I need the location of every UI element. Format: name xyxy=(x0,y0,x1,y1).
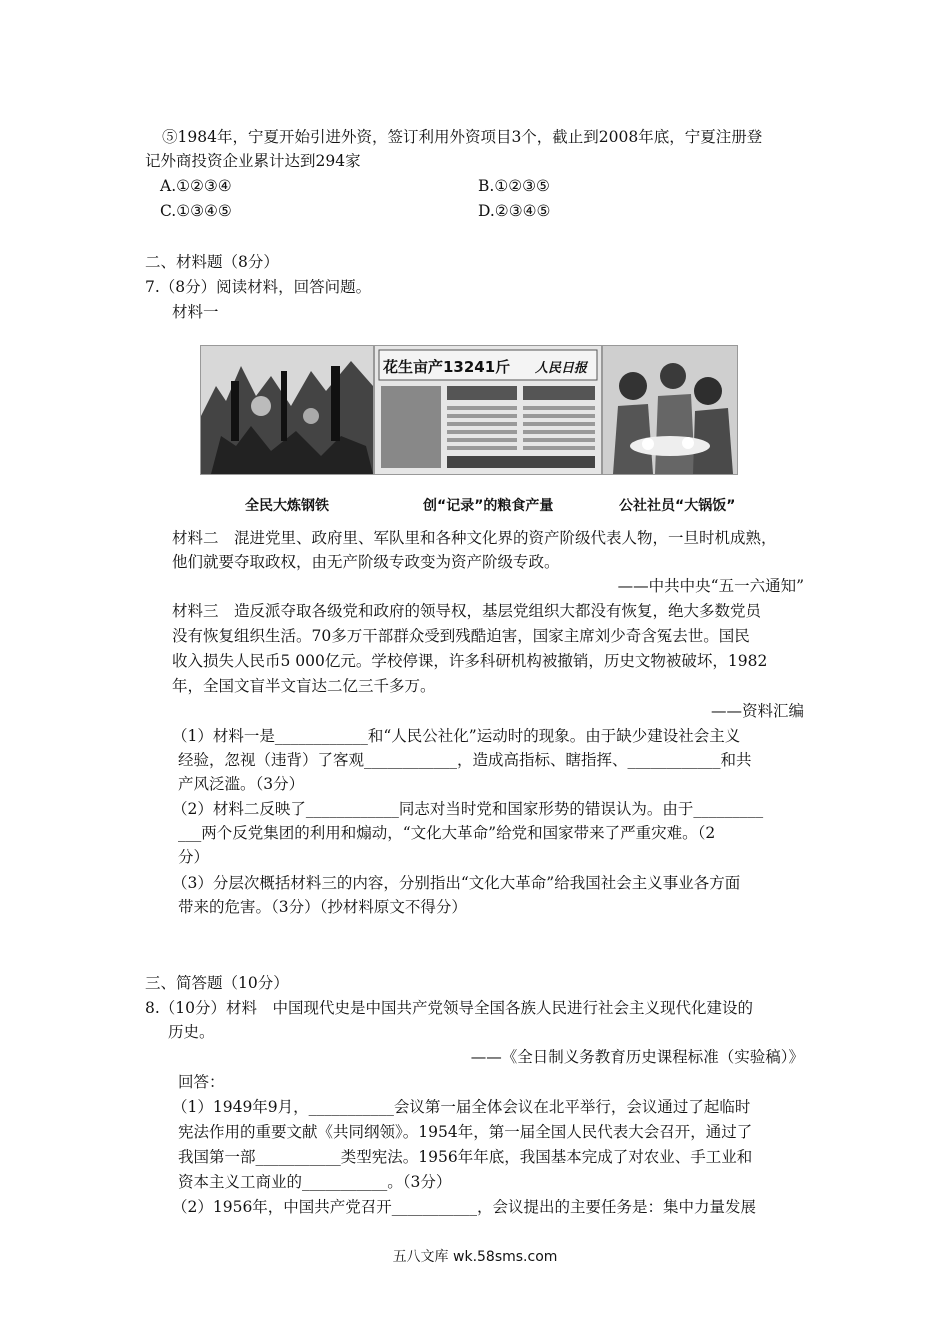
q6-option-d: D.②③④⑤ xyxy=(478,202,551,220)
q7-2-line2: ___两个反党集团的利用和煽动，“文化大革命”给党和国家带来了严重灾难。（2 xyxy=(178,824,716,842)
q6-option-a: A.①②③④ xyxy=(160,177,232,195)
material2-source: ——中共中央“五一六通知” xyxy=(617,577,804,595)
caption-commune-dining: 公社社员“大锅饭” xyxy=(619,498,736,514)
q8-line2: 历史。 xyxy=(168,1023,215,1041)
q6-option-c: C.①③④⑤ xyxy=(160,202,232,220)
section2-heading: 二、材料题（8分） xyxy=(145,253,279,271)
photo-newspaper-record-yield xyxy=(374,345,602,475)
photo-commune-dining xyxy=(602,345,738,475)
q7-2-line3: 分） xyxy=(178,848,210,866)
footer-watermark: 五八文库 wk.58sms.com xyxy=(392,1249,558,1265)
q8-1-line1: （1）1949年9月，___________会议第一届全体会议在北平举行，会议通过了起临时 xyxy=(172,1098,751,1116)
material1-label: 材料一 xyxy=(172,303,219,321)
q8-1-line3: 我国第一部___________类型宪法。1956年年底，我国基本完成了对农业、手工业和 xyxy=(178,1148,753,1166)
material3-source: ——资料汇编 xyxy=(710,702,804,720)
q8-1-line4: 资本主义工商业的___________。（3分） xyxy=(178,1173,452,1191)
q7-2-line1: （2）材料二反映了____________同志对当时党和国家形势的错误认为。由于_________ xyxy=(172,800,764,818)
q6-option-b: B.①②③⑤ xyxy=(478,177,550,195)
photo-steel-smelting xyxy=(200,345,374,475)
material3-line2: 没有恢复组织生活。70多万干部群众受到残酷迫害，国家主席刘少奇含冤去世。国民 xyxy=(172,627,750,645)
q8-line1: 8.（10分）材料 中国现代史是中国共产党领导全国各族人民进行社会主义现代化建设的 xyxy=(145,999,754,1017)
material3-line3: 收入损失人民币5 000亿元。学校停课，许多科研机构被撤销，历史文物被破坏，1982 xyxy=(172,652,768,670)
material3-line4: 年，全国文盲半文盲达二亿三千多万。 xyxy=(172,677,436,695)
q7-3-line1: （3）分层次概括材料三的内容，分别指出“文化大革命”给我国社会主义事业各方面 xyxy=(172,874,741,892)
q8-source: ——《全日制义务教育历史课程标准（实验稿）》 xyxy=(470,1048,804,1066)
q7-1-line1: （1）材料一是____________和“人民公社化”运动时的现象。由于缺少建设社会主义 xyxy=(172,727,741,745)
newspaper-masthead: 人民日报 xyxy=(535,361,588,376)
q8-1-line2: 宪法作用的重要文献《共同纲领》。1954年，第一届全国人民代表大会召开，通过了 xyxy=(178,1123,753,1141)
answer-label: 回答： xyxy=(178,1073,225,1091)
q8-2-line1: （2）1956年，中国共产党召开___________，会议提出的主要任务是：集中力量发展 xyxy=(172,1198,757,1216)
q6-item5-line1: ⑤1984年，宁夏开始引进外资，签订利用外资项目3个，截止到2008年底，宁夏注册登 xyxy=(162,128,763,146)
q7-1-line2: 经验，忽视（违背）了客观____________，造成高指标、瞎指挥、____________和共 xyxy=(178,751,752,769)
material3-line1: 材料三 造反派夺取各级党和政府的领导权，基层党组织大都没有恢复，绝大多数党员 xyxy=(172,602,762,620)
q7-intro: 7.（8分）阅读材料，回答问题。 xyxy=(145,278,372,296)
q6-item5-line2: 记外商投资企业累计达到294家 xyxy=(145,152,361,170)
newspaper-headline: 花生亩产13241斤 xyxy=(383,358,511,376)
section3-heading: 三、简答题（10分） xyxy=(145,974,289,992)
caption-steel-smelting: 全民大炼钢铁 xyxy=(245,498,329,514)
material2-line1: 材料二 混进党里、政府里、军队里和各种文化界的资产阶级代表人物，一旦时机成熟， xyxy=(172,529,777,547)
q7-3-line2: 带来的危害。（3分）（抄材料原文不得分） xyxy=(178,898,467,916)
q7-1-line3: 产风泛滥。（3分） xyxy=(178,775,305,793)
caption-record-yield: 创“记录”的粮食产量 xyxy=(423,498,554,514)
material2-line2: 他们就要夺取政权，由无产阶级专政变为资产阶级专政。 xyxy=(172,553,560,571)
